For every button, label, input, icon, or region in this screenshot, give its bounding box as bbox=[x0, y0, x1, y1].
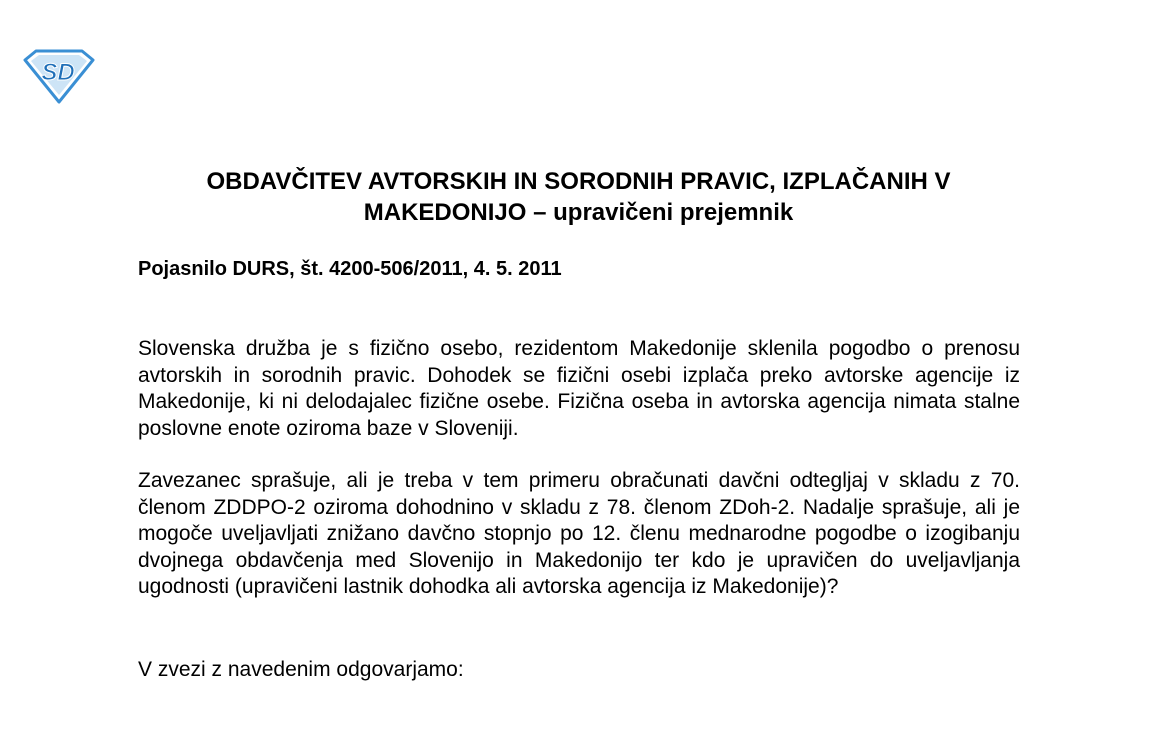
paragraph-2: Zavezanec sprašuje, ali je treba v tem primeru obračunati davčni odtegljaj v skladu z 70. členom ZDDPO-2 oziroma dohodnino v skladu z 78. členom ZDoh-2. Nadalje sprašuje, ali je mogoče uveljavljati znižano davčno stopnjo po 12. členu mednarodne pogodbe o izogibanju dvojnega obdavčenja med Slovenijo in Makedonijo ter kdo je upravičen do uveljavljanja ugodnosti (upravičeni lastnik dohodka ali avtorska agencija iz Makedonije)? bbox=[138, 469, 1020, 598]
sd-shield-logo-icon bbox=[22, 48, 96, 104]
document-title-line-1: OBDAVČITEV AVTORSKIH IN SORODNIH PRAVIC, IZPLAČANIH V bbox=[206, 168, 951, 195]
paragraph-3: V zvezi z navedenim odgovarjamo: bbox=[138, 658, 464, 681]
document-subtitle: Pojasnilo DURS, št. 4200-506/2011, 4. 5. 2011 bbox=[138, 258, 562, 280]
paragraph-1: Slovenska družba je s fizično osebo, rezidentom Makedonije sklenila pogodbo o prenosu avtorskih in sorodnih pravic. Dohodek se fizični osebi izplača preko avtorske agencije iz Makedonije, ki ni delodajalec fizične osebe. Fizična oseba in avtorska agencija nimata stalne poslovne enote oziroma baze v Sloveniji. bbox=[138, 337, 1020, 440]
document-title-line-2: MAKEDONIJO – upravičeni prejemnik bbox=[363, 199, 794, 226]
document-title bbox=[100, 166, 1057, 228]
svg-text:SD: SD bbox=[41, 59, 75, 86]
